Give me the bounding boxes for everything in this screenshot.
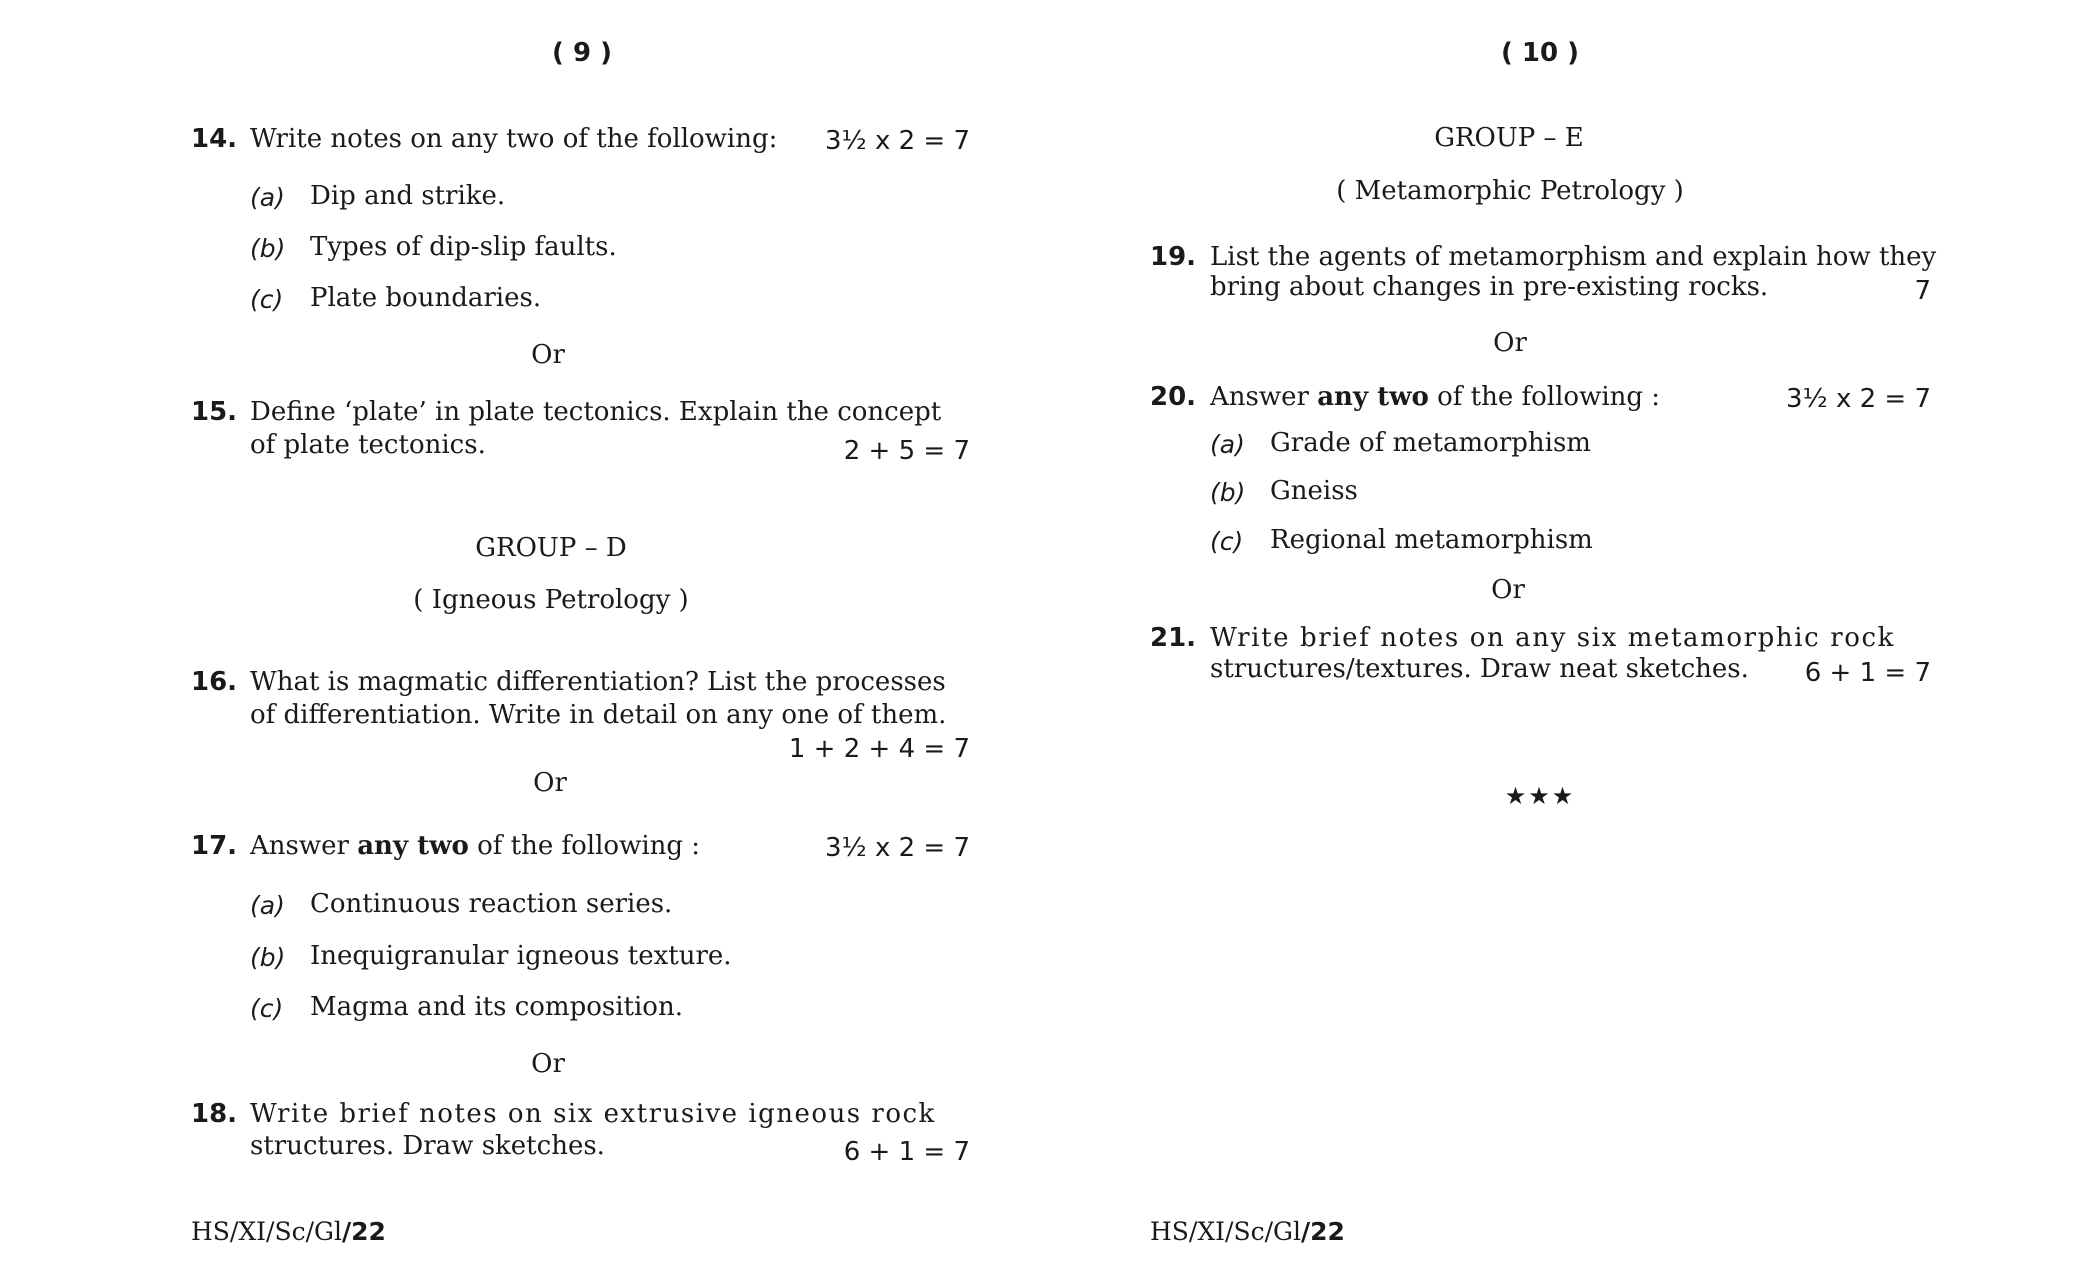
question-20-number: 20. — [1150, 382, 1197, 412]
option-text: Regional metamorphism — [1270, 525, 1593, 555]
question-21-line2: structures/textures. Draw neat sketches. — [1210, 654, 1749, 684]
option-text: Inequigranular igneous texture. — [310, 941, 732, 971]
question-19-line1: List the agents of metamorphism and explain how they — [1210, 242, 1937, 272]
page-number-left: ( 9 ) — [552, 38, 612, 68]
question-16-line2: of differentiation. Write in detail on any one of them. — [250, 700, 947, 730]
question-21-line1: Write brief notes on any six metamorphic rock — [1210, 623, 1896, 653]
question-20-text — [1210, 382, 1660, 412]
question-17-text-bold: any two — [357, 831, 469, 861]
option-text: Continuous reaction series. — [310, 889, 673, 919]
question-21-number: 21. — [1150, 623, 1197, 653]
option-text: Plate boundaries. — [310, 283, 542, 313]
question-15-marks: 2 + 5 = 7 — [843, 436, 970, 466]
footer-code-bold: /22 — [1300, 1217, 1345, 1246]
or-separator: Or — [1491, 575, 1525, 605]
or-separator: Or — [531, 340, 565, 370]
question-17-text-pre: Answer — [250, 831, 349, 861]
question-20-marks: 3½ x 2 = 7 — [1785, 384, 1931, 414]
group-d-subtitle: ( Igneous Petrology ) — [413, 585, 689, 615]
question-14-number: 14. — [191, 124, 238, 154]
group-d-title: GROUP – D — [475, 533, 627, 563]
group-e-subtitle: ( Metamorphic Petrology ) — [1336, 176, 1684, 206]
page-number-right: ( 10 ) — [1500, 38, 1580, 68]
footer-code-left — [191, 1217, 386, 1246]
question-21-marks: 6 + 1 = 7 — [1804, 658, 1931, 688]
option-label: (b) — [1210, 478, 1246, 507]
group-e-title: GROUP – E — [1434, 123, 1584, 153]
question-14-marks: 3½ x 2 = 7 — [824, 126, 970, 156]
question-15-line2: of plate tectonics. — [250, 430, 486, 460]
question-15-line1: Define ‘plate’ in plate tectonics. Explain the concept — [250, 397, 942, 427]
question-17-text-post: of the following : — [477, 831, 701, 861]
option-label: (a) — [250, 183, 285, 212]
option-label: (b) — [250, 234, 286, 263]
question-18-line2: structures. Draw sketches. — [250, 1131, 605, 1161]
question-17-text — [250, 831, 700, 861]
question-19-line2: bring about changes in pre-existing rocks. — [1210, 272, 1769, 302]
footer-code-text: HS/XI/Sc/Gl — [191, 1217, 342, 1246]
question-14-text: Write notes on any two of the following: — [250, 124, 778, 154]
question-19-marks: 7 — [1914, 276, 1931, 306]
option-label: (c) — [1210, 527, 1244, 556]
footer-code-text: HS/XI/Sc/Gl — [1150, 1217, 1301, 1246]
option-label: (b) — [250, 943, 286, 972]
option-label: (a) — [1210, 430, 1245, 459]
question-16-number: 16. — [191, 667, 238, 697]
question-18-number: 18. — [191, 1099, 238, 1129]
footer-code-bold: /22 — [341, 1217, 386, 1246]
option-text: Dip and strike. — [310, 181, 506, 211]
question-20-text-pre: Answer — [1210, 382, 1309, 412]
option-label: (c) — [250, 994, 284, 1023]
option-text: Grade of metamorphism — [1270, 428, 1591, 458]
or-separator: Or — [1493, 328, 1527, 358]
question-15-number: 15. — [191, 397, 238, 427]
question-20-text-bold: any two — [1317, 382, 1429, 412]
end-mark-stars: ★★★ — [1504, 782, 1576, 810]
question-20-text-post: of the following : — [1437, 382, 1661, 412]
option-text: Types of dip-slip faults. — [310, 232, 617, 262]
option-label: (c) — [250, 285, 284, 314]
option-text: Magma and its composition. — [310, 992, 683, 1022]
question-17-number: 17. — [191, 831, 238, 861]
question-16-line1: What is magmatic differentiation? List the processes — [250, 667, 946, 697]
or-separator: Or — [531, 1049, 565, 1079]
footer-code-right — [1150, 1217, 1345, 1246]
question-19-number: 19. — [1150, 242, 1197, 272]
option-label: (a) — [250, 891, 285, 920]
question-16-marks: 1 + 2 + 4 = 7 — [788, 734, 970, 764]
option-text: Gneiss — [1270, 476, 1358, 506]
question-18-line1: Write brief notes on six extrusive igneous rock — [250, 1099, 936, 1129]
or-separator: Or — [533, 768, 567, 798]
question-17-marks: 3½ x 2 = 7 — [824, 833, 970, 863]
question-18-marks: 6 + 1 = 7 — [843, 1137, 970, 1167]
